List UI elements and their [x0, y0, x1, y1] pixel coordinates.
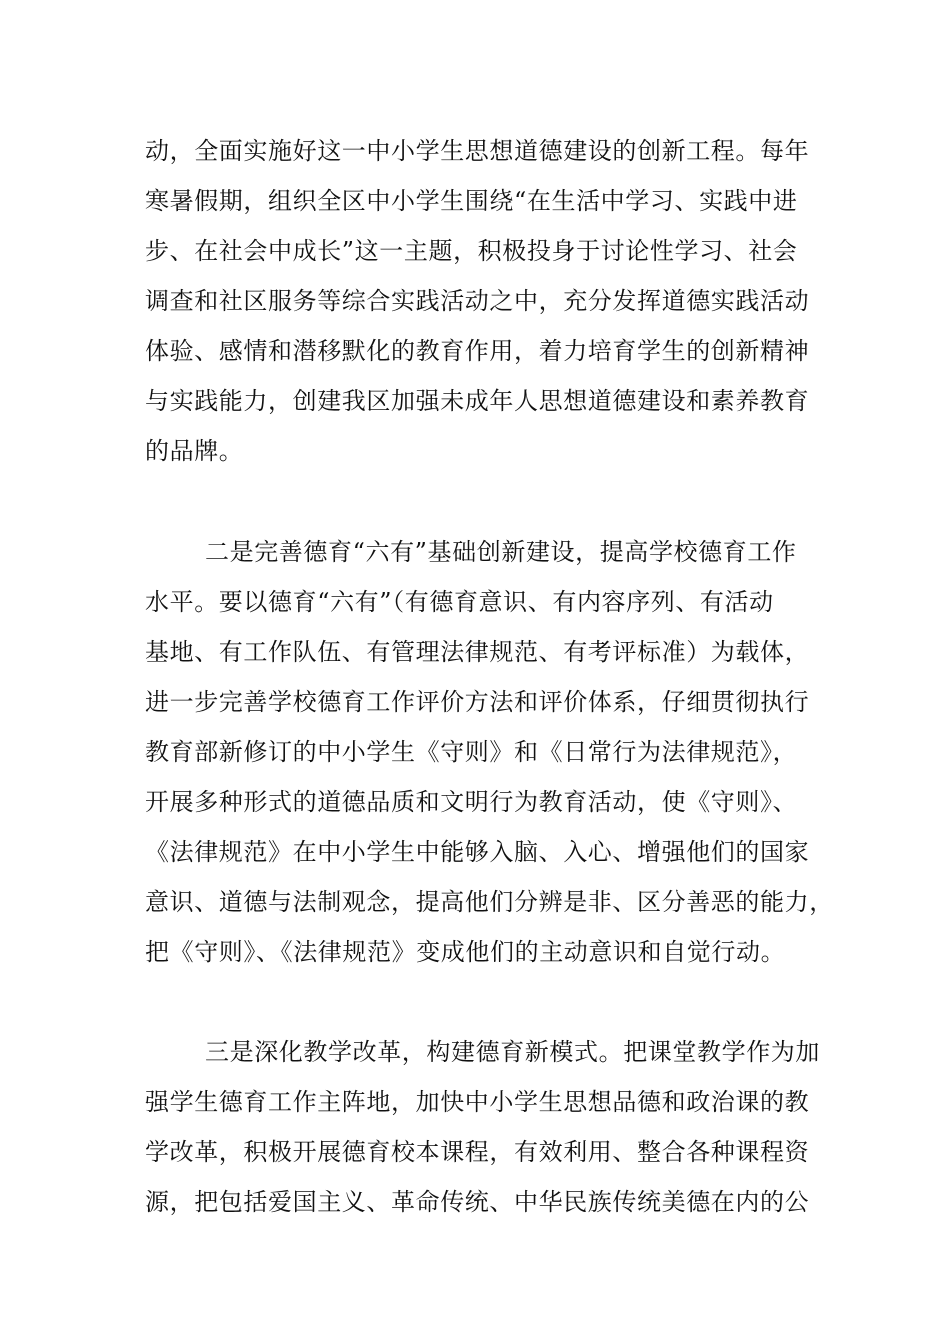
- text-line: 基地、有工作队伍、有管理法律规范、有考评标准）为载体，: [145, 638, 810, 666]
- text-line: 源，把包括爱国主义、革命传统、中华民族传统美德在内的公: [145, 1188, 810, 1216]
- text-line: 调查和社区服务等综合实践活动之中，充分发挥道德实践活动: [145, 287, 810, 315]
- text-line: 开展多种形式的道德品质和文明行为教育活动，使《守则》、: [145, 788, 798, 816]
- text-line: 寒暑假期，组织全区中小学生围绕“在生活中学习、实践中进: [145, 187, 798, 215]
- text-line: 意识、道德与法制观念，提高他们分辨是非、区分善恶的能力，: [145, 888, 834, 916]
- text-line: 学改革，积极开展德育校本课程，有效利用、整合各种课程资: [145, 1138, 810, 1166]
- text-line: 强学生德育工作主阵地，加快中小学生思想品德和政治课的教: [145, 1088, 810, 1116]
- text-line: 进一步完善学校德育工作评价方法和评价体系，仔细贯彻执行: [145, 688, 810, 716]
- text-line: 体验、感情和潜移默化的教育作用，着力培育学生的创新精神: [145, 337, 810, 365]
- text-line: 三是深化教学改革，构建德育新模式。把课堂教学作为加: [205, 1038, 820, 1066]
- text-line: 动，全面实施好这一中小学生思想道德建设的创新工程。每年: [145, 137, 810, 165]
- text-line: 的品牌。: [145, 437, 244, 465]
- text-line: 步、在社会中成长”这一主题，积极投身于讨论性学习、社会: [145, 237, 798, 265]
- text-line: 教育部新修订的中小学生《守则》和《日常行为法律规范》，: [145, 738, 798, 766]
- text-line: 二是完善德育“六有”基础创新建设，提高学校德育工作: [205, 538, 797, 566]
- text-line: 与实践能力，创建我区加强未成年人思想道德建设和素养教育: [145, 387, 810, 415]
- text-line: 水平。要以德育“六有”（有德育意识、有内容序列、有活动: [145, 588, 774, 616]
- text-line: 把《守则》、《法律规范》变成他们的主动意识和自觉行动。: [145, 938, 786, 966]
- text-line: 《法律规范》在中小学生中能够入脑、入心、增强他们的国家: [145, 838, 810, 866]
